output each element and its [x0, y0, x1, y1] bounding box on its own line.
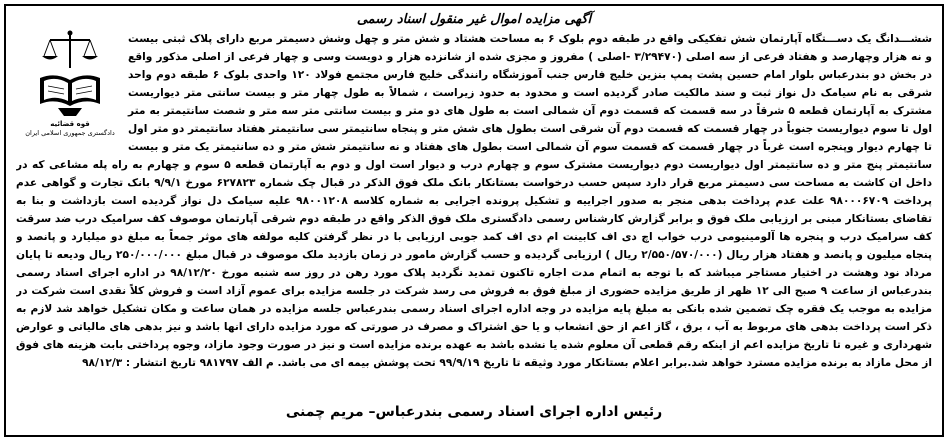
notice-body-container [16, 30, 932, 402]
notice-frame [4, 4, 944, 437]
emblem-line-judiciary: قوه قضائیه [50, 120, 90, 128]
notice-body-text: ششـــدانگ یک دســـتگاه آپارتمان شش تفکیکی واقع در طبقه دوم بلوک ۶ به مساحت هشتاد و شش متر و چهل وشش دسیمتر مربع دارای پلاک ثبتی بیست و نه هزار وچهارصد و هفتاد فرعی از سه اصلی (۳/۲۹۴۷۰ -اصلی ) مفروز و مجزی شده از شانزده هزار و دویست وسی و چهار فرعی از اصلی مذکور واقع در بخش دو بندرعباس بلوار امام حسین پشت پمپ بنزین خلیج فارس جنب آموزشگاه رانندگی خلیج فارس مجتمع فولاد ۱۲۰ واحدی بلوک ۶ طبقه دوم واحد شرقی به نام سیامک دل نواز ثبت و سند مالکیت صادر گردیده است و محدود به حدود زیراست ، شمالاً به طول چهار متر و بیست سانتی متر دیواریست مشترک به آپارتمان قطعه ۵ شرقاً در سه قسمت که قسمت دوم آن شمالی است به طول های دو متر و بیست سانتی متر سه متر و شصت سانتیمتر به متر اول تا سوم دیواریست جنوباً در چهار قسمت که قسمت دوم آن شرقی است بطول های شش متر و پنجاه سانتیمتر سی سانتیمتر هفتاد سانتیمتر دو متر اول تا چهارم دیوار وپنجره است غرباً در چهار قسمت که قسمت سوم آن شمالی است بطول های هفتاد و نه سانتیمتر شش متر و ده سانتیمتر یک متر و بیست سانتیمتر پنج متر و ده سانتیمتر اول دیواریست دوم دیواریست مشترک سوم و چهارم درب و دیوار است اول و دوم به آپارتمان قطعه ۵ سوم و چهارم به راه پله مشاعی که در داخل ان کاشت به مساحت سی دسیمتر مربع قرار دارد سپس حسب درخواست بستانکار بانک ملک فوق الذکر در قبال چک شماره ۶۲۷۸۲۳ مورخ ۹/۹/۱ بانک تجارت و گواهی عدم پرداخت ۹۸۰۰۰۶۷۰۹ علت عدم پرداخت بدهی منجر به صدور اجراییه و تشکیل پرونده اجرایی به شماره کلاسه ۹۸۰۰۱۲۰۸ علیه سیامک دل نواز گردیده است بازداشت و بنا به تقاضای بستانکار مبنی بر ارزیابی ملک فوق و برابر گزارش کارشناس رسمی دادگستری ملک فوق الذکر واقع در طبقه دوم شرقی آپارتمان موصوف کف سرامیک درب ضد سرقت کف سرامیک درب و پنجره ها آلومینیومی درب خواب اچ دی اف کابینت ام دی اف کمد جوبی ارزیابی با در نظر گرفتن کلیه مولفه های موثر جمعاً به مبلغ دو میلیارد و پانصد و پنجاه میلیون و پانصد و هفتاد هزار ریال (۲/۵۵۰/۵۷۰/۰۰۰ ریال ) ارزیابی گردیده و حسب گزارش مامور در زمان بازدید ملک موصوف در قبال مبلغ ۲۵۰/۰۰۰/۰۰۰ ریال ودیعه تا پایان مرداد نود وهشت در اختیار مستاجر میباشد که با توجه به اتمام مدت اجاره تاکنون تمدید نگردید پلاک مورد رهن در روز سه شنبه مورخ ۹۸/۱۲/۲۰ در اداره اجرای اسناد رسمی بندرعباس از ساعت ۹ صبح الی ۱۲ ظهر از طریق مزایده حضوری از مبلغ فوق به فروش می رسد شرکت در جلسه مزایده برای عموم آزاد است و فروش کلاً نقدی است شرکت در مزایده به موجب یک فقره چک تضمین شده بانکی به مبلغ پایه مزایده در وجه اداره اجرای اسناد رسمی بندرعباس جلسه مزایده در همان ساعت و مکان تشکیل خواهد شد لازم به ذکر است پرداخت بدهی های مربوط به آب ، برق ، گاز اعم از حق انشعاب و یا حق اشتراک و مصرف در صورتی که مورد مزایده دارای انها باشد و نیز بدهی های مالیاتی و عوارض شهرداری و غیره تا تاریخ مزایده اعم از اینکه رقم قطعی آن معلوم شده یا نشده باشد به عهده برنده مزایده است و نیز در صورت وجود مازاد، وجوه پرداختی بابت هزینه های فوق از محل مازاد به برنده مزایده مسترد خواهد شد.برابر اعلام بستانکار مورد وثیقه تا تاریخ ۹۹/۹/۱۹ تحت پوشش بیمه ای می باشد. م الف ۹۸۱۷۹۷ تاریخ انتشار : ۹۸/۱۲/۳ [16, 33, 932, 369]
notice-title: آگهی مزایده اموال غیر منقول اسناد رسمی [356, 12, 592, 27]
signature-line: رئیس اداره اجرای اسناد رسمی بندرعباس– مریم چمنی [285, 404, 663, 420]
emblem-line-court: دادگستری جمهوری اسلامی ایران [25, 129, 115, 137]
